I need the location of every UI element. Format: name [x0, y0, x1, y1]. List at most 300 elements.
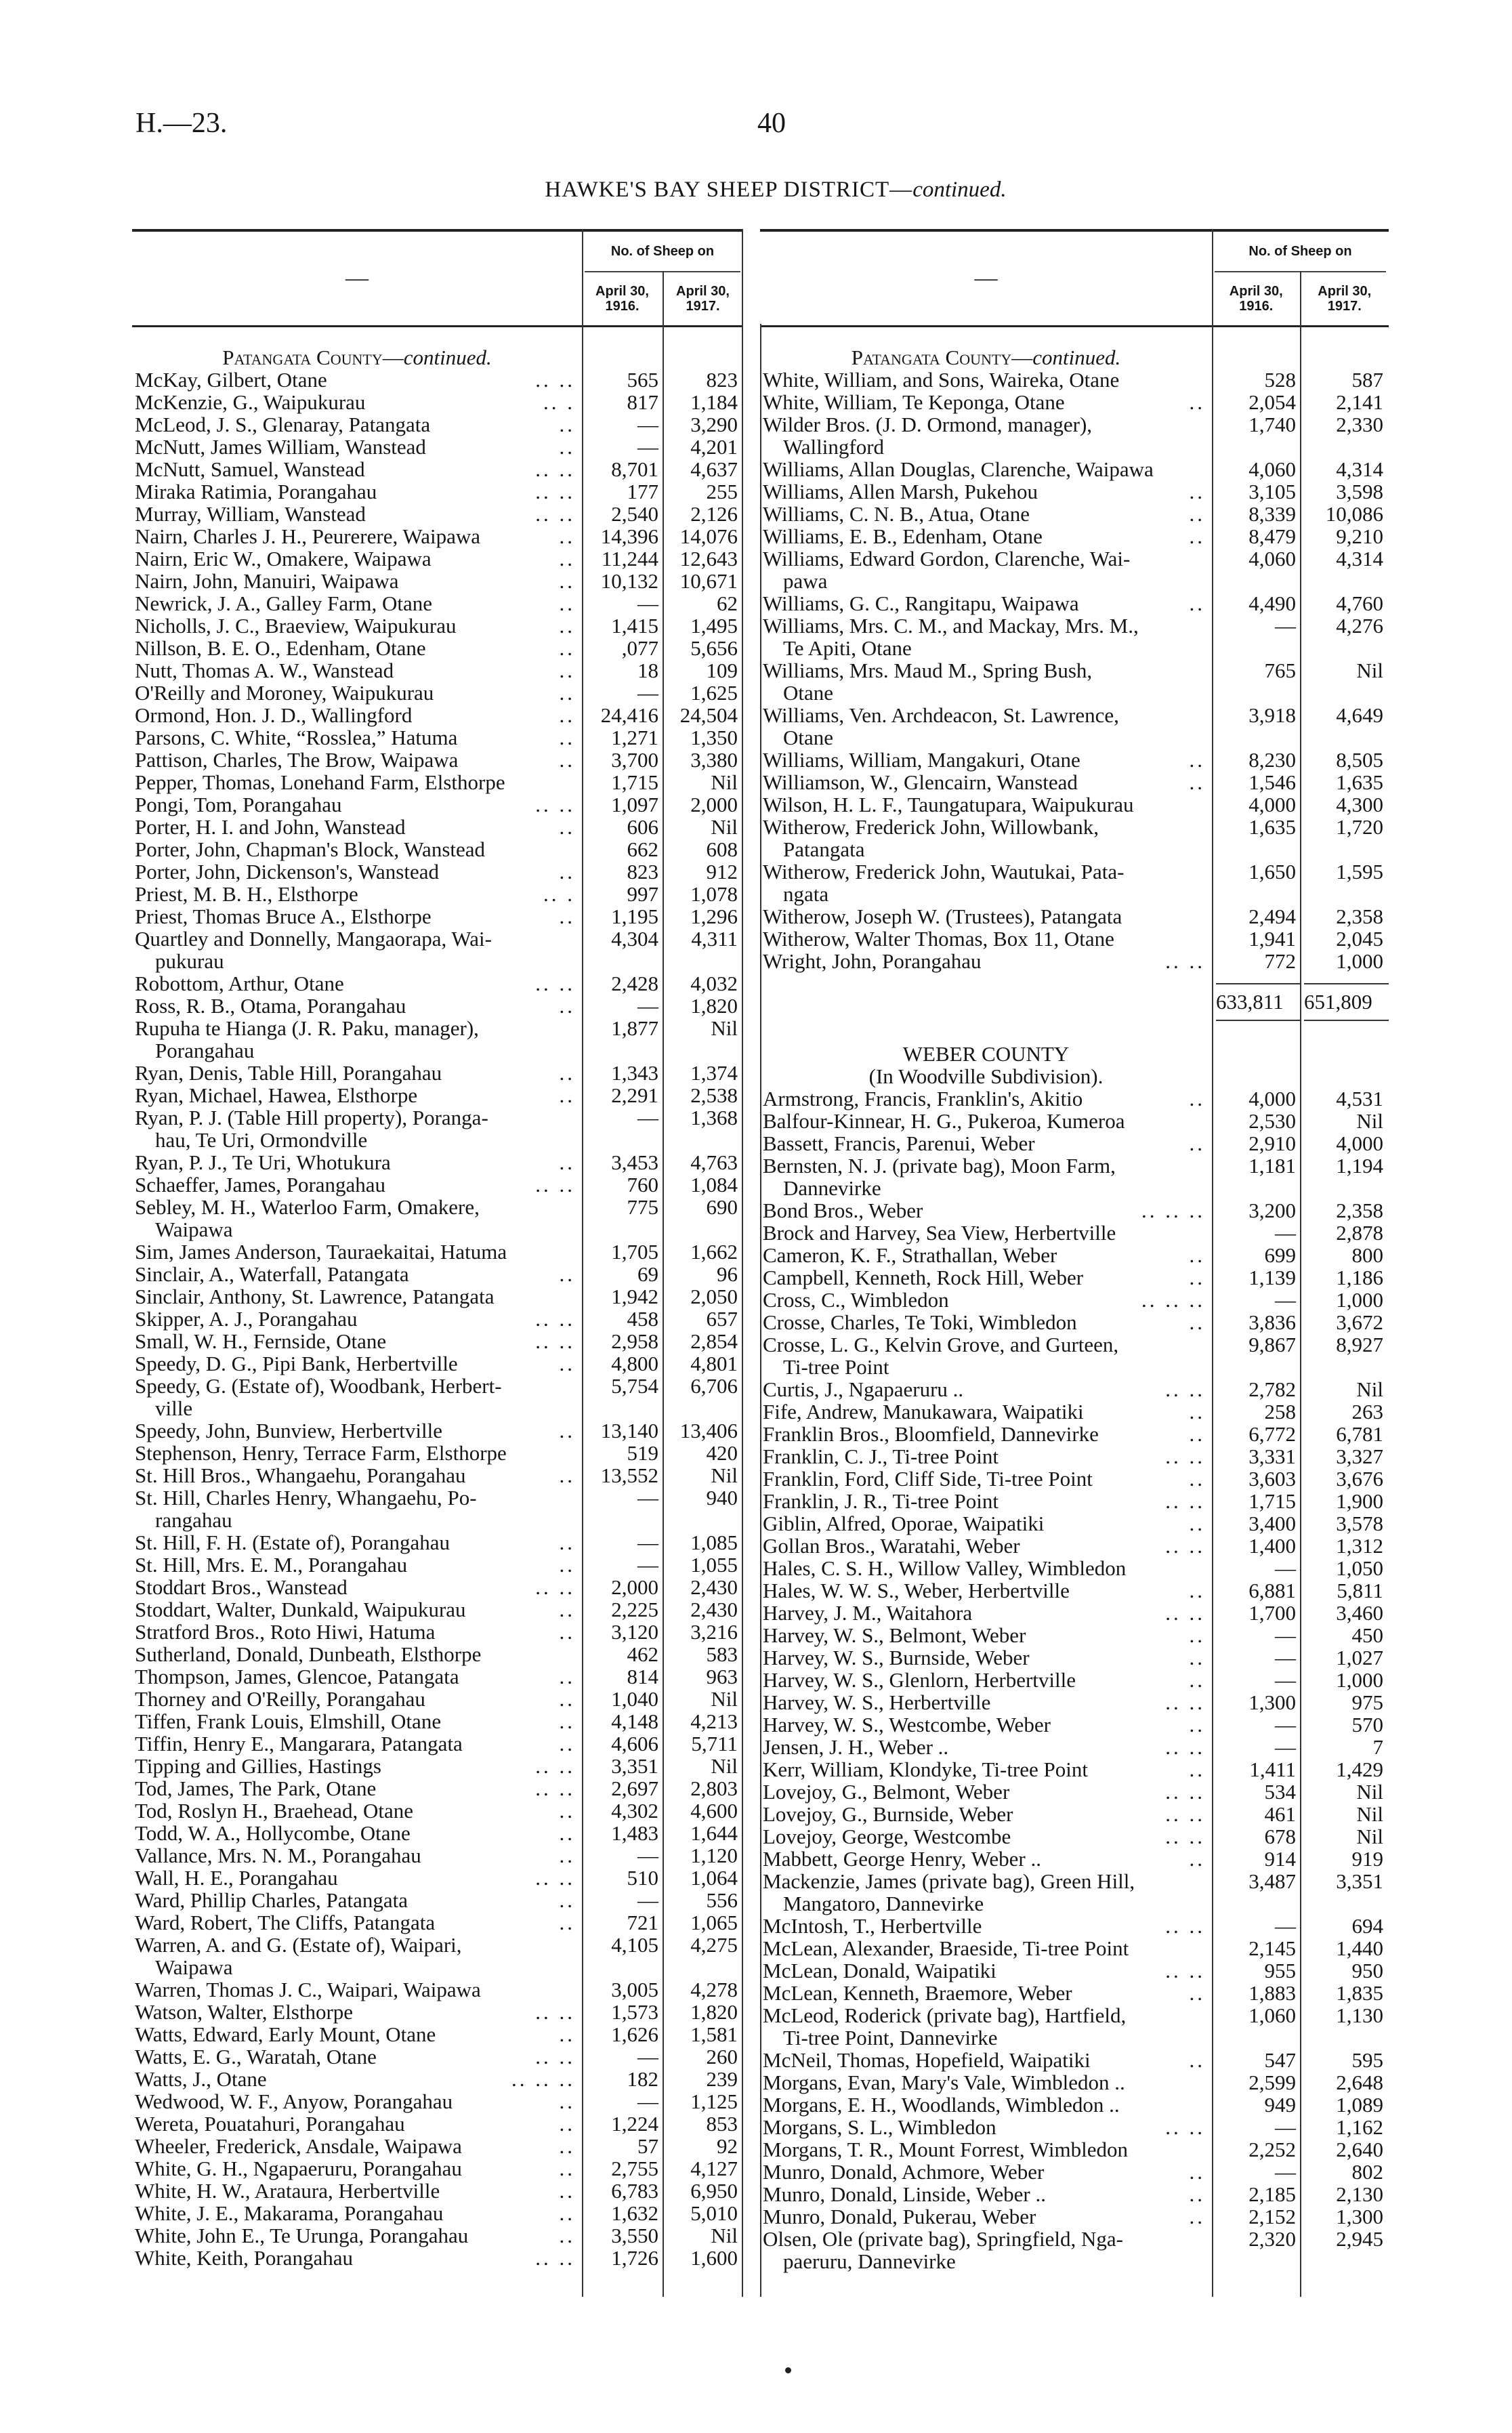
sheep-1917: 3,578 — [1336, 1512, 1383, 1535]
sheep-1916: 1,546 — [1248, 770, 1297, 794]
owner-name: Lovejoy, G., Belmont, Weber — [763, 1780, 1010, 1804]
table-row — [760, 1825, 1389, 1848]
owner-name: Murray, William, Wanstead — [135, 502, 366, 526]
sheep-1917: 7 — [1372, 1735, 1383, 1759]
sheep-1916: 914 — [1264, 1847, 1297, 1871]
sheep-1917: 8,505 — [1336, 748, 1383, 772]
sheep-1916: — — [1275, 2115, 1297, 2139]
owner-cell — [760, 615, 1215, 659]
owner-cell — [132, 1554, 585, 1576]
column-rule — [582, 229, 583, 2297]
owner-name: McLeod, J. S., Glenaray, Patangata — [135, 413, 431, 436]
dot-leader: .. .. .. — [1141, 1288, 1205, 1312]
sheep-1917: 1,374 — [690, 1061, 738, 1085]
owner-name: Williams, Edward Gordon, Clarenche, Wai- — [763, 547, 1131, 570]
sheep-1917: 4,276 — [1336, 614, 1383, 638]
owner-name-continued: hau, Te Uri, Ormondville — [155, 1128, 368, 1152]
owner-name: Tod, James, The Park, Otane — [135, 1776, 377, 1800]
owner-cell — [132, 2068, 585, 2090]
table-row — [132, 704, 743, 726]
owner-cell — [760, 1155, 1215, 1199]
owner-cell — [760, 905, 1215, 928]
owner-name: Sinclair, A., Waterfall, Patangata — [135, 1262, 409, 1286]
owner-cell — [132, 1375, 585, 1419]
owner-cell — [760, 2183, 1215, 2205]
owner-name: Sim, James Anderson, Tauraekaitai, Hatuma — [135, 1240, 507, 1264]
sheep-1916: — — [1275, 1713, 1297, 1737]
owner-name: St. Hill, Mrs. E. M., Porangahau — [135, 1553, 408, 1577]
sheep-1916: 1,635 — [1248, 815, 1297, 839]
owner-cell — [760, 1781, 1215, 1803]
dot-leader: .. .. — [535, 1866, 575, 1890]
sheep-1916: — — [1275, 1288, 1297, 1312]
owner-cell — [132, 682, 585, 704]
owner-name-continued: Waipawa — [155, 1955, 233, 1979]
sheep-1917: 255 — [706, 480, 738, 503]
owner-name: Armstrong, Francis, Franklin's, Akitio — [763, 1087, 1083, 1110]
sheep-1916: — — [637, 681, 658, 705]
sheep-1916: 3,200 — [1248, 1199, 1297, 1222]
owner-name-continued: ville — [155, 1396, 193, 1420]
owner-name: Franklin, J. R., Ti-tree Point — [763, 1489, 999, 1513]
sheep-1916: 1,942 — [611, 1285, 658, 1308]
table-row — [132, 570, 743, 592]
owner-name: Morgans, Evan, Mary's Vale, Wimbledon .. — [763, 2071, 1125, 2094]
sheep-1916: — — [637, 2089, 658, 2113]
dot-leader: .. .. — [535, 2045, 575, 2068]
dot-leader: .. .. — [1165, 1780, 1205, 1804]
dot-leader: .. — [559, 2201, 575, 2225]
owner-name: Hales, W. W. S., Weber, Herbertville — [763, 1579, 1070, 1602]
owner-name: Stephenson, Henry, Terrace Farm, Elsthorpe — [135, 1441, 507, 1465]
owner-name: Williams, William, Mangakuri, Otane — [763, 748, 1080, 772]
total-1916 — [1212, 983, 1300, 1028]
sheep-1916: 565 — [627, 368, 658, 392]
dot-leader: .. — [559, 703, 575, 727]
sheep-1917: 1,900 — [1336, 1489, 1383, 1513]
dot-leader: .. — [1189, 2048, 1205, 2072]
dot-leader: .. — [559, 2022, 575, 2046]
table-row — [760, 1915, 1389, 1937]
sheep-1917: 2,430 — [690, 1598, 738, 1621]
section-name: Patangata County— — [851, 346, 1033, 369]
table-row — [132, 2135, 743, 2157]
owner-name: Newrick, J. A., Galley Farm, Otane — [135, 591, 433, 615]
header-text: 1917. — [1327, 299, 1362, 314]
sheep-1917: 940 — [706, 1486, 738, 1510]
sheep-1917: 6,950 — [690, 2179, 738, 2203]
sheep-1917: 4,600 — [690, 1799, 738, 1823]
dot-leader: .. .. — [535, 793, 575, 816]
table-row — [132, 2202, 743, 2224]
owner-cell — [760, 1222, 1215, 1244]
sheep-1916: 699 — [1264, 1243, 1297, 1267]
dot-leader: .. .. — [535, 1776, 575, 1800]
dot-leader: .. .. — [1165, 949, 1205, 973]
dot-leader: .. . — [543, 390, 575, 414]
dot-leader: .. .. — [535, 457, 575, 481]
owner-cell — [760, 413, 1215, 458]
sheep-1916: 11,244 — [601, 547, 658, 570]
sheep-1916: 10,132 — [600, 569, 658, 593]
sheep-1916: 9,867 — [1248, 1333, 1297, 1356]
sheep-1917: 1,084 — [690, 1173, 738, 1197]
sheep-1917: Nil — [711, 2224, 738, 2247]
sheep-1917: 802 — [1351, 2160, 1383, 2184]
table-row — [760, 1132, 1389, 1155]
table-row — [132, 1017, 743, 1062]
sheep-1916: 4,060 — [1248, 457, 1297, 481]
owner-name: Bernsten, N. J. (private bag), Moon Farm, — [763, 1154, 1116, 1178]
table-row — [132, 547, 743, 570]
table-row — [132, 1800, 743, 1822]
owner-cell — [132, 1978, 585, 2001]
owner-name-continued: Ti-tree Point — [783, 1355, 889, 1379]
table-row — [132, 391, 743, 413]
sheep-1917: 5,811 — [1337, 1579, 1383, 1602]
dot-leader: .. — [1189, 1400, 1205, 1423]
ink-mark — [785, 2367, 791, 2373]
owner-cell — [760, 2071, 1215, 2094]
dot-leader: .. — [559, 860, 575, 883]
sheep-1916: — — [1275, 614, 1297, 638]
sheep-1917: 2,358 — [1336, 904, 1383, 928]
table-row — [132, 1732, 743, 1755]
owner-name: Schaeffer, James, Porangahau — [135, 1173, 386, 1197]
dot-leader: .. .. — [1165, 1735, 1205, 1759]
sheep-1916: — — [1275, 1668, 1297, 1692]
table-row — [132, 1911, 743, 1934]
table-row — [760, 771, 1389, 793]
county-total-row — [760, 983, 1389, 1028]
table-row — [132, 995, 743, 1017]
table-row — [760, 1266, 1389, 1289]
dot-leader: .. .. .. — [511, 2067, 575, 2091]
sheep-1916: 4,060 — [1248, 547, 1297, 570]
owner-cell — [760, 1445, 1215, 1468]
dot-leader: .. — [1189, 1847, 1205, 1871]
table-row — [132, 1934, 743, 1978]
table-row — [760, 2116, 1389, 2138]
owner-name: McNeil, Thomas, Hopefield, Waipatiki — [763, 2048, 1091, 2072]
sheep-1917: 4,213 — [690, 1709, 738, 1733]
owner-name: St. Hill Bros., Whangaehu, Porangahau — [135, 1463, 466, 1487]
owner-name: Munro, Donald, Achmore, Weber — [763, 2160, 1045, 2184]
owner-name: Stoddart Bros., Wanstead — [135, 1575, 348, 1599]
owner-name: Jensen, J. H., Weber .. — [763, 1735, 949, 1759]
owner-cell — [760, 2228, 1215, 2272]
owner-cell — [760, 1557, 1215, 1579]
owner-cell — [760, 480, 1215, 503]
owner-cell — [132, 436, 585, 458]
sheep-1917: 1,835 — [1336, 1981, 1383, 2005]
sheep-1917: 2,430 — [690, 1575, 738, 1599]
owner-name: White, William, and Sons, Waireka, Otane — [763, 368, 1120, 392]
owner-name: Balfour-Kinnear, H. G., Pukeroa, Kumeroa — [763, 1109, 1125, 1133]
title-continued: continued. — [912, 178, 1007, 202]
sheep-1917: Nil — [711, 1687, 738, 1711]
table-row — [132, 1106, 743, 1151]
sheep-1917: 1,000 — [1336, 949, 1383, 973]
sheep-1916: — — [637, 2045, 658, 2068]
owner-name: Olsen, Ole (private bag), Springfield, Nga- — [763, 2227, 1124, 2251]
table-row — [132, 771, 743, 793]
dot-leader: .. — [1189, 591, 1205, 615]
table-row — [760, 2071, 1389, 2094]
dot-leader: .. — [559, 1911, 575, 1934]
table-row — [132, 659, 743, 682]
sheep-1917: 4,300 — [1336, 793, 1383, 816]
owner-name: Witherow, Joseph W. (Trustees), Patangata — [763, 904, 1122, 928]
table-row — [760, 1110, 1389, 1132]
table-row — [132, 1978, 743, 2001]
table-row — [132, 928, 743, 972]
dot-leader: .. — [559, 1687, 575, 1711]
sheep-1917: 694 — [1351, 1914, 1383, 1938]
sheep-1917: 5,656 — [690, 636, 738, 660]
table-body — [760, 327, 1389, 2272]
sheep-1917: 10,671 — [679, 569, 738, 593]
sheep-1917: 3,676 — [1336, 1467, 1383, 1491]
owner-name-continued: Te Apiti, Otane — [783, 636, 912, 660]
sheep-1917: 9,210 — [1336, 524, 1383, 548]
sheep-1917: 1,050 — [1336, 1556, 1383, 1580]
owner-cell — [760, 1713, 1215, 1736]
owner-name: Williamson, W., Glencairn, Wanstead — [763, 770, 1078, 794]
dot-leader: .. — [559, 524, 575, 548]
owner-cell — [132, 1777, 585, 1800]
owner-name: Quartley and Donnelly, Mangaorapa, Wai- — [135, 927, 492, 951]
sheep-1916: 2,530 — [1248, 1109, 1297, 1133]
owner-cell — [132, 1732, 585, 1755]
table-row — [760, 1848, 1389, 1870]
owner-cell — [132, 1710, 585, 1732]
owner-cell — [760, 1758, 1215, 1781]
table-row — [132, 1844, 743, 1867]
sheep-1916: 997 — [627, 882, 658, 906]
sheep-1917: 8,927 — [1336, 1333, 1383, 1356]
table-row — [760, 2138, 1389, 2161]
sheep-1916: 1,181 — [1248, 1154, 1297, 1178]
sheep-1916: — — [637, 413, 658, 436]
owner-name: Mackenzie, James (private bag), Green Hill, — [763, 1869, 1135, 1893]
sheep-1917: 912 — [706, 860, 738, 883]
owner-name: Ward, Phillip Charles, Patangata — [135, 1888, 408, 1912]
owner-cell — [132, 2090, 585, 2113]
owner-name: McIntosh, T., Herbertville — [763, 1914, 982, 1938]
sheep-1917: 1,440 — [1336, 1936, 1383, 1960]
owner-name-continued: Wallingford — [783, 435, 885, 459]
owner-cell — [132, 458, 585, 480]
dot-leader: .. — [1189, 2160, 1205, 2184]
sheep-1917: 92 — [717, 2134, 738, 2158]
table-row — [760, 413, 1389, 458]
dot-leader: .. — [559, 1553, 575, 1577]
dot-leader: .. .. — [1165, 1377, 1205, 1401]
dot-leader: .. .. — [1165, 1914, 1205, 1938]
owner-name: Williams, Allen Marsh, Pukehou — [763, 480, 1038, 503]
sheep-1916: 1,400 — [1248, 1534, 1297, 1558]
sheep-1917: 13,406 — [679, 1419, 738, 1442]
owner-name: Williams, Mrs. C. M., and Mackay, Mrs. M., — [763, 614, 1139, 638]
dot-leader: .. .. — [535, 1173, 575, 1197]
owner-cell — [760, 458, 1215, 480]
header-blank: — — [345, 266, 369, 291]
sheep-1916: 606 — [627, 815, 658, 839]
owner-name: White, William, Te Keponga, Otane — [763, 390, 1065, 414]
table-row — [132, 1285, 743, 1308]
dot-leader: .. — [559, 1463, 575, 1487]
sheep-1917: 583 — [706, 1642, 738, 1666]
sheep-1917: 1,194 — [1336, 1154, 1383, 1178]
table-row — [132, 1352, 743, 1375]
sheep-1916: — — [637, 1844, 658, 1867]
owner-cell — [760, 704, 1215, 749]
table-row — [132, 1576, 743, 1598]
table-row — [132, 838, 743, 860]
sheep-1916: 258 — [1264, 1400, 1297, 1423]
owner-name: Watts, Edward, Early Mount, Otane — [135, 2022, 436, 2046]
owner-cell — [132, 972, 585, 995]
sheep-1916: 1,224 — [611, 2112, 658, 2136]
owner-cell — [132, 1017, 585, 1062]
dot-leader: .. .. — [1165, 1825, 1205, 1848]
sheep-1916: — — [1275, 2160, 1297, 2184]
dot-leader: .. — [559, 904, 575, 928]
sheep-1916: — — [637, 1553, 658, 1577]
owner-cell — [132, 1241, 585, 1263]
sheep-1917: Nil — [711, 1754, 738, 1778]
table-row — [760, 1244, 1389, 1266]
owner-cell — [132, 1598, 585, 1621]
sheep-1917: 2,878 — [1336, 1221, 1383, 1245]
owner-cell — [760, 1333, 1215, 1378]
sheep-1917: 1,600 — [690, 2246, 738, 2270]
owner-cell — [760, 525, 1215, 547]
owner-cell — [132, 726, 585, 749]
sheep-1916: 1,715 — [611, 770, 658, 794]
dot-leader: .. — [559, 1844, 575, 1867]
table-row — [760, 1445, 1389, 1468]
owner-name: Vallance, Mrs. N. M., Porangahau — [135, 1844, 421, 1867]
dot-leader: .. — [1189, 1310, 1205, 1334]
owner-name: Nicholls, J. C., Braeview, Waipukurau — [135, 614, 457, 638]
owner-name: Morgans, T. R., Mount Forrest, Wimbledon — [763, 2138, 1128, 2161]
sheep-1916: 547 — [1264, 2048, 1297, 2072]
owner-cell — [132, 547, 585, 570]
sheep-1917: 1,085 — [690, 1531, 738, 1554]
dot-leader: .. — [559, 2134, 575, 2158]
sheep-1917: 1,078 — [690, 882, 738, 906]
table-row — [760, 793, 1389, 816]
table-row — [132, 2068, 743, 2090]
owner-name: Lovejoy, George, Westcombe — [763, 1825, 1011, 1848]
table-row — [760, 1535, 1389, 1557]
owner-name: Speedy, G. (Estate of), Woodbank, Herbert- — [135, 1374, 502, 1398]
sheep-1916: 1,626 — [611, 2022, 658, 2046]
sheep-1917: Nil — [1356, 1825, 1383, 1848]
owner-cell — [760, 1870, 1215, 1915]
table-row — [132, 1442, 743, 1464]
owner-cell — [132, 905, 585, 928]
header-col-1916 — [1212, 272, 1301, 325]
sheep-1917: 1,662 — [690, 1240, 738, 1264]
owner-cell — [760, 1579, 1215, 1602]
table-row — [132, 2113, 743, 2135]
dot-leader: .. — [1189, 390, 1205, 414]
owner-cell — [132, 592, 585, 615]
table-row — [132, 1867, 743, 1889]
owner-name: Gollan Bros., Waratahi, Weber — [763, 1534, 1020, 1558]
owner-name: Hales, C. S. H., Willow Valley, Wimbledon — [763, 1556, 1127, 1580]
sheep-1916: 1,650 — [1248, 860, 1297, 883]
sheep-1917: 24,504 — [679, 703, 738, 727]
sheep-1917: 2,803 — [690, 1776, 738, 1800]
owner-cell — [132, 503, 585, 525]
sheep-1916: 57 — [637, 2134, 658, 2158]
table-row — [760, 1311, 1389, 1333]
owner-name: Warren, Thomas J. C., Waipari, Waipawa — [135, 1978, 481, 2001]
dot-leader: .. — [559, 1709, 575, 1733]
sheep-1916: 4,800 — [611, 1352, 658, 1375]
owner-cell — [760, 2049, 1215, 2071]
sheep-1917: 3,290 — [690, 413, 738, 436]
owner-name: White, G. H., Ngapaeruru, Porangahau — [135, 2157, 462, 2180]
table-row — [132, 1173, 743, 1196]
sheep-1916: 721 — [627, 1911, 658, 1934]
table-row — [132, 480, 743, 503]
sheep-1916: 2,494 — [1248, 904, 1297, 928]
owner-name: Harvey, W. S., Herbertville — [763, 1690, 991, 1714]
sheep-1917: Nil — [1356, 1377, 1383, 1401]
sheep-1916: 534 — [1264, 1780, 1297, 1804]
header-text: April 30, — [1229, 284, 1283, 299]
header-col-1917 — [1301, 272, 1389, 325]
table-row — [760, 1803, 1389, 1825]
owner-name: St. Hill, F. H. (Estate of), Porangahau — [135, 1531, 450, 1554]
table-row — [760, 615, 1389, 659]
sheep-1917: 1,429 — [1336, 1758, 1383, 1781]
total-value: 633,811 — [1216, 983, 1300, 1021]
owner-name: Curtis, J., Ngapaeruru .. — [763, 1377, 964, 1401]
sheep-1916: 1,715 — [1248, 1489, 1297, 1513]
owner-name: Ryan, Denis, Table Hill, Porangahau — [135, 1061, 442, 1085]
owner-name: McKenzie, G., Waipukurau — [135, 390, 366, 414]
owner-name-continued: Ti-tree Point, Dannevirke — [783, 2026, 998, 2050]
sheep-1917: 1,368 — [690, 1106, 738, 1129]
sheep-1917: 800 — [1351, 1243, 1383, 1267]
table-row — [760, 704, 1389, 749]
owner-name-continued: paeruru, Dannevirke — [783, 2249, 956, 2273]
owner-name-continued: Otane — [783, 726, 834, 749]
owner-cell — [132, 883, 585, 905]
owner-name: Tiffin, Henry E., Mangarara, Patangata — [135, 1732, 463, 1755]
dot-leader: .. — [559, 413, 575, 436]
sheep-1917: 3,598 — [1336, 480, 1383, 503]
table-row — [132, 2157, 743, 2180]
sheep-1916: — — [1275, 1735, 1297, 1759]
sheep-1917: 3,672 — [1336, 1310, 1383, 1334]
sheep-1916: 2,000 — [611, 1575, 658, 1599]
owner-cell — [132, 1911, 585, 1934]
table-row — [760, 905, 1389, 928]
sheep-1917: 96 — [717, 1262, 738, 1286]
sheep-1917: Nil — [711, 1016, 738, 1040]
sheep-1916: — — [1275, 1646, 1297, 1669]
sheep-1916: 4,105 — [611, 1933, 658, 1957]
sheep-1917: 3,380 — [690, 748, 738, 772]
owner-name: Williams, Ven. Archdeacon, St. Lawrence, — [763, 703, 1119, 727]
